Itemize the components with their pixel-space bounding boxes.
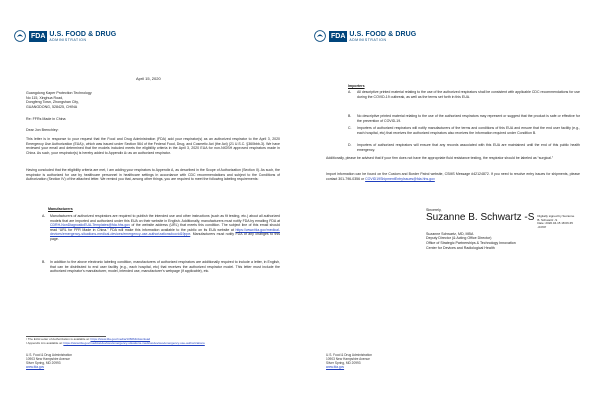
agency-name: U.S. FOOD & DRUG: [349, 30, 417, 38]
list-item-body: Importers of authorized respirators will notify manufacturers of the terms and conditions of this EUA and ensure that the end user facility (e.g., each hospital, etc) that receives the authorized respirators also receives the information required under Condition B.: [357, 126, 580, 135]
list-letter: B.: [348, 114, 352, 118]
fda-logo: [14, 28, 116, 44]
letter-page-1: [8, 14, 294, 386]
hhs-eagle-icon: [314, 30, 326, 42]
agency-sub: ADMINISTRATION: [49, 37, 87, 42]
body-paragraph: Import information can be found on the Custom and Border Patrol website, CSMS Message #42124872. If you need to resolve entry issues for shipments, please contact 301-796-0356 or COVID19ShipmentEntryIssues@fda.hhs.gov: [326, 172, 580, 181]
list-letter: D.: [348, 143, 352, 147]
hhs-eagle-icon: [14, 30, 26, 42]
list-item-body: No descriptive printed material relating to the use of the authorized respirators may represent or suggest that the product is safe or effective for the prevention of COVID-19.: [357, 114, 580, 123]
salutation: Dear Jon Brenchley:: [26, 128, 59, 132]
list-item-body: Importers of authorized respirators will ensure that any records associated with this EUA are maintained until the end of this public health emergency.: [357, 143, 580, 152]
recipient-address: [26, 91, 92, 110]
footnote: ² Appendix A is available at: https://www.fda.gov/medical-devices/emergency-situations-medical-devices/emergency-use-authorizations: [26, 341, 205, 345]
list-letter: A.: [42, 214, 46, 218]
signature-block: [426, 208, 586, 250]
footnote-link[interactable]: https://www.fda.gov/media/136664/download: [90, 337, 151, 341]
list-item-body: In addition to the above electronic labeling condition, manufacturers of authorized respirators are additionally required to include a letter, in English, that can be distributed to end user facility (e.g., each hospital, etc) that receives the authorized respirator model. This letter must include the authorized respirator’s manufacturer, model, intended use, manufacturer’s webpage (if applicable), etc.: [50, 260, 280, 274]
fda-logo: [314, 28, 416, 44]
list-item-body: [50, 214, 280, 242]
agency-sub: ADMINISTRATION: [349, 37, 387, 42]
letter-page-2: [308, 14, 594, 386]
list-letter: C.: [348, 126, 352, 130]
address-line: Dongfeng Town, Zhongshan City,: [26, 100, 79, 105]
footer-website-link[interactable]: www.fda.gov: [326, 365, 345, 369]
page-footer: U.S. Food & Drug Administration 10903 New Hampshire Avenue Silver Spring, MD 20993 www.fda.gov: [326, 353, 373, 369]
page-footer: U.S. Food & Drug Administration 10903 New Hampshire Avenue Silver Spring, MD 20993 www.fda.gov: [26, 353, 73, 369]
section-heading: Manufacturers: [48, 207, 73, 211]
section-heading: Importers: [348, 84, 365, 88]
fda-box: FDA: [331, 32, 346, 40]
address-line: GUANGDONG, 528425, CHINA: [26, 105, 78, 110]
body-paragraph: This letter is in response to your request that the Food and Drug Administration (FDA) add your respirator(s) as an authorized respirator to the April 3, 2020 Emergency Use Authorization (EUA)¹, which was issued under Section 564 of the Federal Food, Drug, and Cosmetic Act (the Act) (21 U.S.C. §360bbb-3). We have reviewed your email and determined that the models included meets the eligibility criteria in the April 3, 2020 EUA for non-NIOSH approved respirators made in China. As such, your respirator(s) is hereby added to Appendix A² as an authorized respirator.: [26, 137, 280, 155]
footnote-link[interactable]: https://www.fda.gov/medical-devices/emergency-situations-medical-devices/emergency-use-authorizations: [63, 341, 205, 345]
list-text: Manufacturers of authorized respirators are required to publish the intended use and other instructions (such as fit testing, etc.) about all authorized models that are imported and authorized under this EUA on their website in English. Additionally, manufacturers must notify FDA by emailing FDA at: [50, 214, 280, 223]
list-letter: B.: [42, 260, 46, 264]
list-text: of the website address (URL) that meets this condition. The subject line of this email should read “URL for FFR Made in China.” FDA will make this information available to the public on its EUA website at: [50, 223, 280, 232]
signer-title: Suzanne Schwartz, MD, MBA Deputy Director (& Acting Office Director) Office of Strategic Partnerships & Technology Innovation Center for Devices and Radiological Health: [426, 231, 516, 250]
digital-signature-note: Digitally signed by Suzanne B. Schwartz -S Date: 2020.04.15 18:06:45 -04'00': [537, 214, 575, 230]
body-paragraph: Having concluded that the eligibility criteria are met, I am adding your respirators to Appendix A, as described in the Scope of Authorization (Section II). As such, the respirator is authorized for use by healthcare personnel in healthcare settings in accordance with CDC recommendations and subject to the Conditions of Authorization (Section IV) of the attached letter. We remind you that, among other things, you are required to meet the following labeling requirements:: [26, 168, 280, 182]
agency-name: U.S. FOOD & DRUG: [49, 30, 117, 38]
list-letter: A.: [348, 90, 352, 94]
footer-website-link[interactable]: www.fda.gov: [26, 365, 45, 369]
list-text: . Manufacturers must notify FDA of any changes to this page.: [50, 232, 280, 241]
email-link[interactable]: COVID19ShipmentEntryIssues@fda.hhs.gov: [365, 176, 435, 181]
address-line: No 115, Xinghua Road,: [26, 95, 64, 100]
fda-box: FDA: [31, 32, 46, 40]
body-paragraph: Additionally, please be advised that if your firm does not have the appropriate fluid resistance testing, the respirator should be labeled as “surgical.”: [326, 156, 553, 160]
footnote: ¹ The EUA Letter of Authorization is available at: https://www.fda.gov/media/136664/download: [26, 337, 151, 341]
subject-line: Re: FFRs Made in China: [26, 117, 66, 121]
list-item-body: All descriptive printed material relating to the use of the authorized respirators shall be consistent with applicable CDC recommendations for use during the COVID-19 outbreak, as well as the terms set forth in this EUA.: [357, 90, 580, 99]
address-line: Guangdong Kaper Protection Technology: [26, 91, 92, 95]
email-link[interactable]: CDRH-NonDiagnosticEUA-Templates@fda.hhs.gov: [50, 223, 131, 228]
letter-date: April 15, 2020: [136, 76, 161, 81]
eua-website-link[interactable]: https://www.fda.gov/medical-devices/emergency-situations-medical-devices/emergency-use-authorizations#covid19ppe: [50, 227, 280, 237]
closing: Sincerely,: [426, 208, 442, 212]
signature-name: Suzanne B. Schwartz -S: [426, 212, 535, 223]
